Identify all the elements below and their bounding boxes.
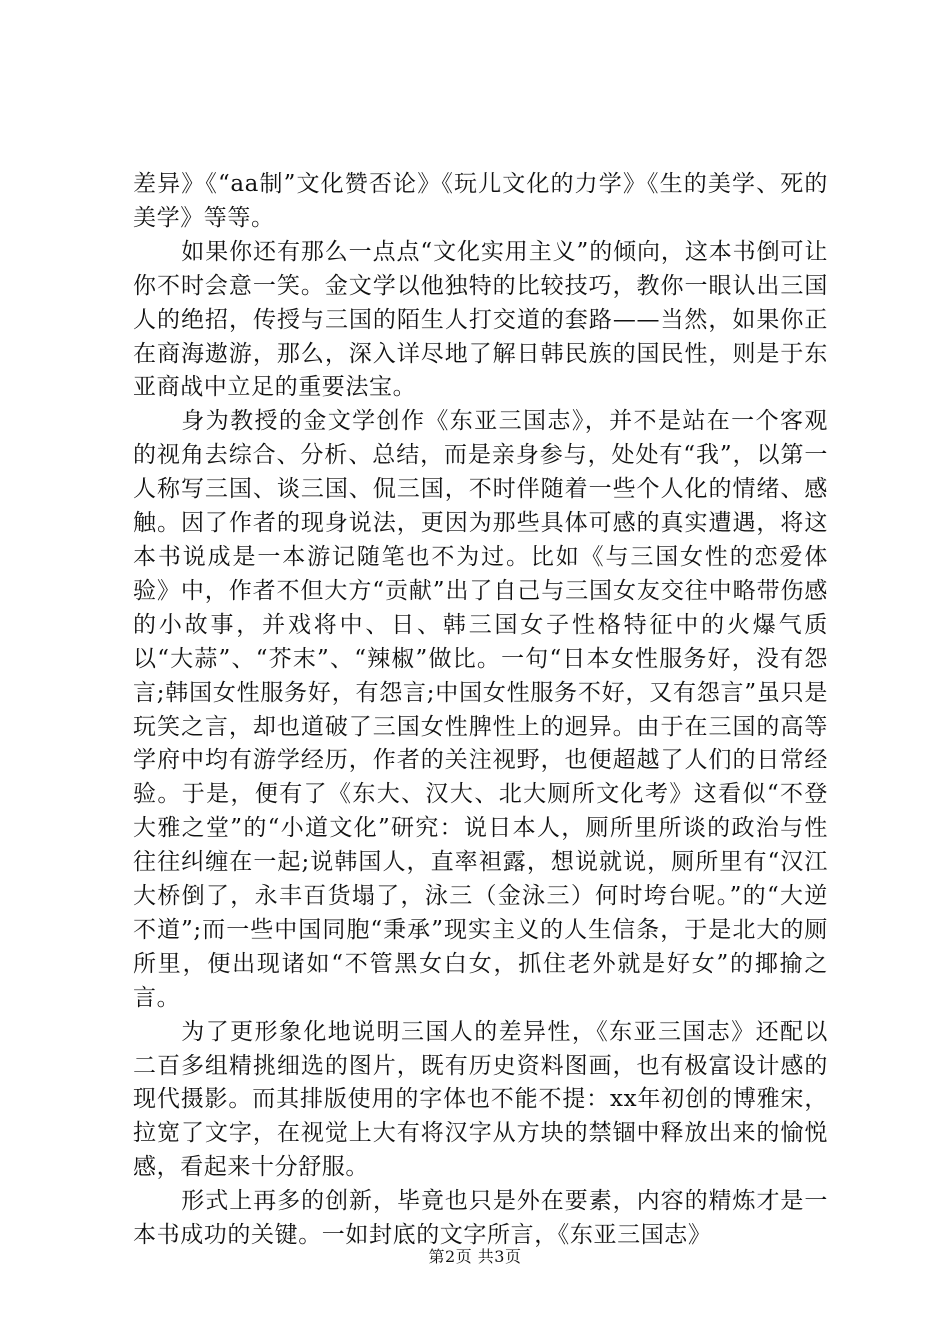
paragraph-1: 差异》《“aa制”文化赞否论》《玩儿文化的力学》《生的美学、死的美学》等等。: [133, 171, 828, 231]
paragraph-4: 为了更形象化地说明三国人的差异性，《东亚三国志》还配以二百多组精挑细选的图片，既有历史资料图画，也有极富设计感的现代摄影。而其排版使用的字体也不能不提：xx年初创的博雅宋，拉宽了文字，在视觉上大有将汉字从方块的禁锢中释放出来的愉悦感，看起来十分舒服。: [133, 1018, 828, 1181]
paragraph-3: 身为教授的金文学创作《东亚三国志》，并不是站在一个客观的视角去综合、分析、总结，而是亲身参与，处处有“我”，以第一人称写三国、谈三国、侃三国，不时伴随着一些个人化的情绪、感触。因了作者的现身说法，更因为那些具体可感的真实遭遇，将这本书说成是一本游记随笔也不为过。比如《与三国女性的恋爱体验》中，作者不但大方“贡献”出了自己与三国女友交往中略带伤感的小故事，并戏将中、日、韩三国女子性格特征中的火爆气质以“大蒜”、“芥末”、“辣椒”做比。一句“日本女性服务好，没有怨言;韩国女性服务好，有怨言;中国女性服务不好，又有怨言”虽只是玩笑之言，却也道破了三国女性脾性上的迥异。由于在三国的高等学府中均有游学经历，作者的关注视野，也便超越了人们的日常经验。于是，便有了《东大、汉大、北大厕所文化考》这看似“不登大雅之堂”的“小道文化”研究：说日本人，厕所里所谈的政治与性往往纠缠在一起;说韩国人，直率袒露，想说就说，厕所里有“汉江大桥倒了，永丰百货塌了，泳三（金泳三）何时垮台呢。”的“大逆不道”;而一些中国同胞“秉承”现实主义的人生信条，于是北大的厕所里，便出现诸如“不管黑女白女，抓住老外就是好女”的揶揄之言。: [133, 408, 828, 1011]
paragraph-2: 如果你还有那么一点点“文化实用主义”的倾向，这本书倒可让你不时会意一笑。金文学以他独特的比较技巧，教你一眼认出三国人的绝招，传授与三国的陌生人打交道的套路——当然，如果你正在商海遨游，那么，深入详尽地了解日韩民族的国民性，则是于东亚商战中立足的重要法宝。: [133, 238, 828, 401]
page-number-footer: 第2页 共3页: [428, 1247, 522, 1266]
document-body: [133, 168, 828, 1253]
paragraph-5: 形式上再多的创新，毕竟也只是外在要素，内容的精炼才是一本书成功的关键。一如封底的文字所言，《东亚三国志》: [133, 1188, 828, 1249]
